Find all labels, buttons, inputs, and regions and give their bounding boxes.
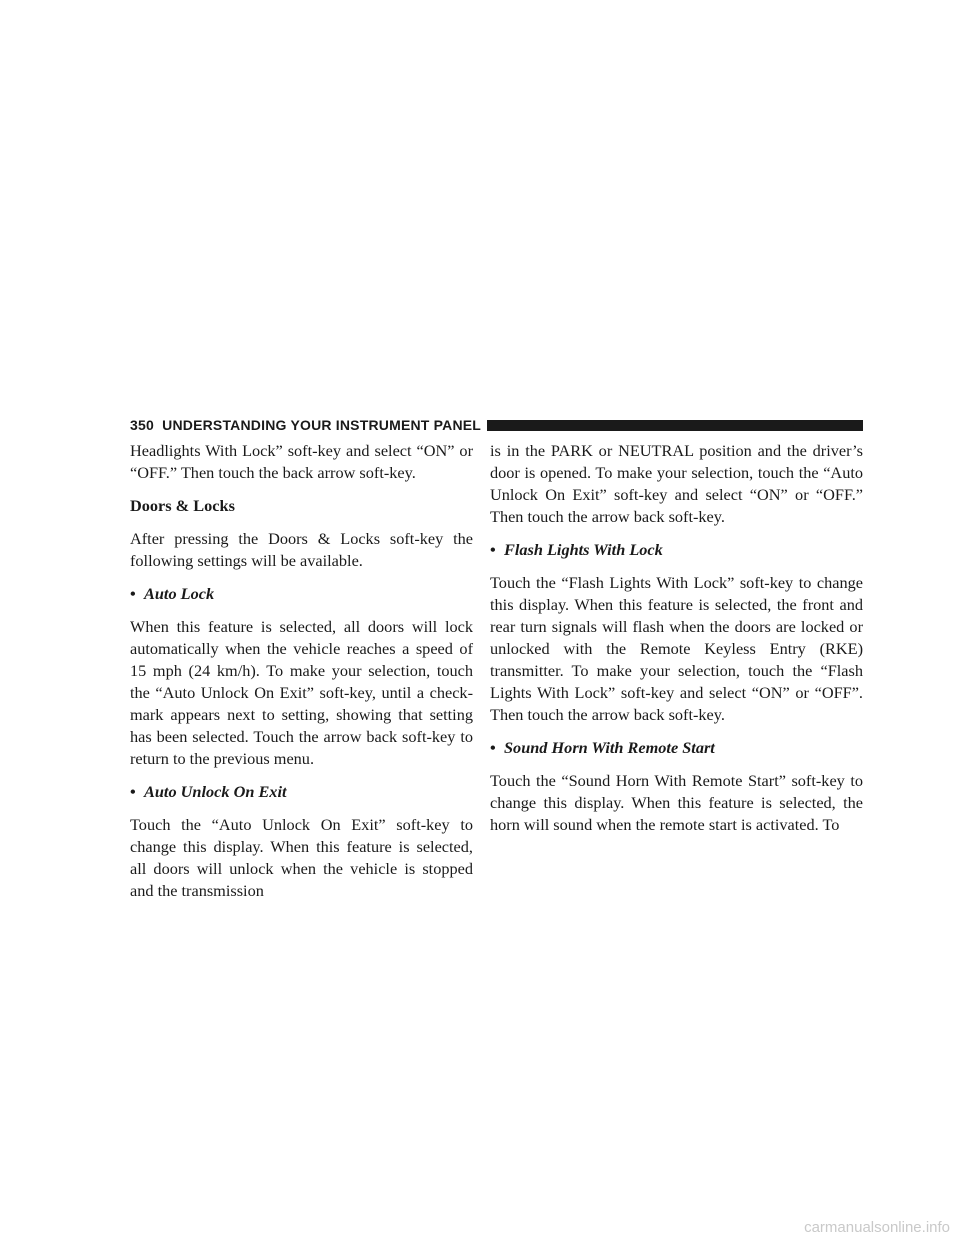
bullet-flash-lights-with-lock (490, 539, 863, 561)
bullet-label: Auto Lock (144, 584, 215, 603)
bullet-icon: • (490, 738, 496, 757)
bullet-label: Auto Unlock On Exit (144, 782, 287, 801)
bullet-icon: • (490, 540, 496, 559)
bullet-label: Sound Horn With Remote Start (504, 738, 715, 757)
bullet-label: Flash Lights With Lock (504, 540, 663, 559)
paragraph-doors-intro: After pressing the Doors & Locks soft-key the following settings will be available. (130, 529, 473, 570)
paragraph-headlights-continued: Headlights With Lock” soft-key and select “ON” or “OFF.” Then touch the back arrow soft-key. (130, 441, 473, 482)
bullet-auto-unlock-on-exit (130, 781, 473, 803)
page-header (130, 416, 863, 434)
left-column (130, 440, 473, 913)
bullet-icon: • (130, 782, 136, 801)
paragraph-flash-lights: Touch the “Flash Lights With Lock” soft-key to change this display. When this feature is selected, the front and rear turn signals will flash when the doors are locked or unlocked with the Remote Keyless Entry (RKE) transmitter. To make your selection, touch the “Flash Lights With Lock” soft-key and select “ON” or “OFF”. Then touch the arrow back soft-key. (490, 573, 863, 724)
bullet-sound-horn-with-remote-start (490, 737, 863, 759)
header-rule (487, 420, 863, 431)
page-number: 350 (130, 417, 154, 433)
page-number-and-section (130, 417, 481, 433)
right-column (490, 440, 863, 847)
heading-doors-and-locks: Doors & Locks (130, 496, 235, 515)
watermark: carmanualsonline.info (804, 1219, 950, 1236)
bullet-auto-lock (130, 583, 473, 605)
paragraph-auto-unlock-continued: is in the PARK or NEUTRAL position and the driver’s door is opened. To make your selection, touch the “Auto Unlock On Exit” soft-key and select “ON” or “OFF.” Then touch the arrow back soft-key. (490, 441, 863, 526)
section-title: UNDERSTANDING YOUR INSTRUMENT PANEL (162, 417, 482, 433)
paragraph-auto-lock: When this feature is selected, all doors will lock automatically when the vehicle reaches a speed of 15 mph (24 km/h). To make your selection, touch the “Auto Unlock On Exit” soft-key, until a check-mark appears next to setting, showing that setting has been selected. Touch the arrow back soft-key to return to the previous menu. (130, 617, 473, 768)
paragraph-sound-horn: Touch the “Sound Horn With Remote Start” soft-key to change this display. When this feature is selected, the horn will sound when the remote start is activated. To (490, 771, 863, 834)
bullet-icon: • (130, 584, 136, 603)
paragraph-auto-unlock: Touch the “Auto Unlock On Exit” soft-key to change this display. When this feature is selected, all doors will unlock when the vehicle is stopped and the transmission (130, 815, 473, 900)
